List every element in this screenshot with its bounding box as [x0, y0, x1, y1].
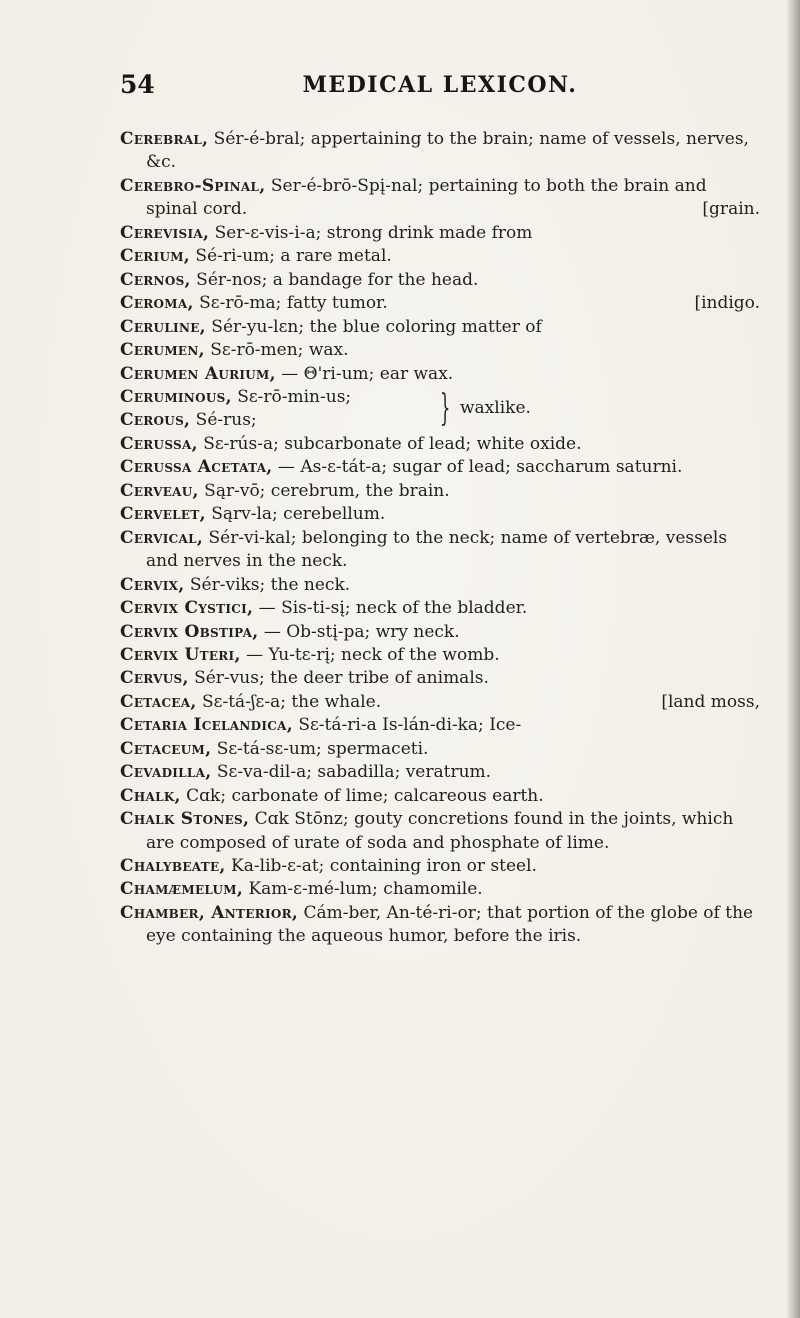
- lexicon-entry: [120, 269, 760, 292]
- entry-margin-note: [indigo.: [694, 293, 760, 314]
- entry-headword: Cervix Cystici,: [120, 598, 254, 619]
- entry-definition: containing iron or steel.: [324, 856, 537, 877]
- entry-pronunciation: Sér-vi-kal;: [203, 527, 297, 548]
- entry-pronunciation: Sɛ-rō-ma;: [193, 293, 282, 314]
- entry-headword: Cerebro-Spinal,: [120, 175, 266, 196]
- entry-pronunciation: Sé-ri-um;: [190, 246, 275, 267]
- lexicon-entry: [120, 714, 760, 737]
- entry-definition: wax.: [303, 340, 349, 361]
- entry-pronunciation: Sąrv-la;: [205, 504, 278, 525]
- lexicon-entry: [120, 316, 760, 339]
- page-edge-shadow: [786, 0, 800, 1318]
- lexicon-entry: [120, 222, 760, 245]
- entry-definition: cerebrum, the brain.: [265, 480, 450, 501]
- entry-headword: Cerussa,: [120, 433, 198, 454]
- entry-headword: Chalk Stones,: [120, 809, 250, 830]
- entry-headword: Cevadilla,: [120, 762, 212, 783]
- entry-definition: sabadilla; veratrum.: [311, 762, 492, 783]
- entry-pronunciation: — Ob-stį-pa;: [258, 621, 371, 642]
- entry-pronunciation: Sér-é-bral;: [208, 129, 306, 149]
- entry-pronunciation: Sɛ-rō-men;: [204, 340, 304, 361]
- lexicon-entry: [120, 456, 760, 479]
- entry-headword: Cervix Uteri,: [120, 644, 241, 665]
- lexicon-entry: [120, 855, 760, 878]
- entry-pronunciation: Sér-yu-lɛn;: [205, 316, 305, 337]
- braced-entry-group: [120, 386, 760, 433]
- lexicon-entry: [120, 363, 760, 386]
- lexicon-entry: [120, 292, 760, 315]
- entry-definition: pertaining to both the brain and spinal cord.: [146, 175, 707, 220]
- entry-pronunciation: — Yu-tɛ-rį;: [240, 644, 336, 665]
- lexicon-entry: [120, 128, 760, 175]
- entry-definition: a rare metal.: [275, 246, 392, 267]
- entry-headword: Cervus,: [120, 668, 189, 689]
- lexicon-entry: [120, 808, 760, 855]
- entry-pronunciation: Sɛ-tá-ri-a Is-lán-di-ka;: [292, 715, 484, 736]
- lexicon-entry: [120, 644, 760, 667]
- lexicon-entry: [120, 667, 760, 690]
- entry-definition: Ice-: [483, 715, 522, 736]
- entry-headword: Cerium,: [120, 246, 191, 267]
- entry-headword: Cetaria Icelandica,: [120, 715, 293, 736]
- lexicon-entry: [120, 339, 760, 362]
- entry-pronunciation: Sɛ-tá-sɛ-um;: [211, 738, 322, 759]
- lexicon-entry: [120, 245, 760, 268]
- entry-pronunciation: Ser-é-brō-Spį-nal;: [265, 175, 424, 196]
- entry-pronunciation: Sɛ-va-dil-a;: [211, 762, 312, 783]
- lexicon-entry: [120, 409, 257, 432]
- entry-pronunciation: Sąr-vō;: [198, 480, 266, 501]
- entry-headword: Cerous,: [120, 410, 191, 431]
- entry-margin-note: [land moss,: [661, 691, 760, 712]
- entry-definition: ear wax.: [374, 363, 454, 384]
- entry-definition: strong drink made from: [321, 222, 533, 243]
- entry-headword: Chamber, Anterior,: [120, 902, 299, 923]
- entry-definition: a bandage for the head.: [267, 269, 479, 290]
- entry-definition: chamomile.: [377, 879, 483, 900]
- lexicon-entry: [120, 597, 760, 620]
- page-number: 54: [120, 70, 155, 99]
- entry-definition: belonging to the neck; name of vertebræ, vessels and nerves in the neck.: [146, 527, 728, 572]
- entry-pronunciation: Ka-lib-ɛ-at;: [225, 856, 325, 877]
- lexicon-entry: [120, 527, 760, 574]
- brace-mark: }: [440, 387, 451, 429]
- entry-headword: Cerumen Aurium,: [120, 363, 276, 384]
- lexicon-entry: [120, 738, 760, 761]
- entry-pronunciation: — Sis-ti-sį;: [253, 598, 351, 619]
- entry-pronunciation: — As-ɛ-tát-a;: [272, 457, 388, 478]
- lexicon-entry: [120, 480, 760, 503]
- entry-headword: Cervix,: [120, 574, 185, 595]
- entry-definition: subcarbonate of lead; white oxide.: [278, 433, 582, 454]
- lexicon-entry: [120, 574, 760, 597]
- entry-headword: Cerebral,: [120, 129, 209, 149]
- entry-pronunciation: Sér-nos;: [190, 269, 268, 290]
- entry-definition: cerebellum.: [277, 504, 386, 525]
- entry-definition: fatty tumor.: [281, 293, 388, 314]
- header-title: MEDICAL LEXICON.: [302, 72, 578, 98]
- entry-definition: gouty concretions found in the joints, which are composed of urate of soda and phosphate of lime.: [146, 809, 734, 853]
- entry-pronunciation: Sé-rus;: [190, 410, 257, 431]
- lexicon-entry: [120, 503, 760, 526]
- entry-definition: carbonate of lime; calcareous earth.: [226, 785, 544, 806]
- entry-definition: the neck.: [265, 574, 351, 595]
- lexicon-entry: [120, 433, 760, 456]
- lexicon-entry: [120, 761, 760, 784]
- lexicon-entry: [120, 621, 760, 644]
- entry-headword: Ceroma,: [120, 293, 194, 314]
- entry-definition: the blue coloring matter of: [304, 316, 542, 337]
- entry-headword: Cervix Obstipa,: [120, 621, 259, 642]
- entry-definition: appertaining to the brain; name of vessels, nerves, &c.: [146, 129, 749, 173]
- entry-definition: wry neck.: [370, 621, 460, 642]
- entry-pronunciation: Sér-viks;: [184, 574, 266, 595]
- lexicon-entry: [120, 691, 760, 714]
- entry-headword: Cetacea,: [120, 691, 197, 712]
- entry-pronunciation: Cám-ber, An-té-ri-or;: [298, 902, 482, 923]
- entry-headword: Cerveau,: [120, 480, 199, 501]
- entry-pronunciation: Ser-ɛ-vis-i-a;: [209, 222, 322, 243]
- entry-headword: Chalk,: [120, 785, 181, 806]
- entry-pronunciation: Kam-ɛ-mé-lum;: [243, 879, 378, 900]
- entry-definition: waxlike.: [460, 397, 531, 418]
- entry-headword: Cerussa Acetata,: [120, 457, 273, 478]
- entry-pronunciation: Sɛ-rō-min-us;: [231, 386, 352, 407]
- entry-pronunciation: — Θ'ri-um;: [275, 363, 375, 384]
- entry-definition: spermaceti.: [321, 738, 429, 759]
- entry-definition: sugar of lead; saccharum saturni.: [387, 457, 683, 478]
- lexicon-entry: [120, 878, 760, 901]
- entry-pronunciation: Sɛ-tá-ʃɛ-a;: [196, 691, 286, 712]
- lexicon-entry: [120, 386, 351, 409]
- entry-headword: Cervical,: [120, 527, 204, 548]
- entry-definition: neck of the bladder.: [350, 598, 528, 619]
- entry-pronunciation: Sɛ-rús-a;: [197, 433, 279, 454]
- entry-pronunciation: Cɑk;: [180, 785, 227, 806]
- lexicon-entry: [120, 785, 760, 808]
- entry-headword: Chamæmelum,: [120, 879, 244, 900]
- running-head: [120, 70, 760, 100]
- lexicon-entries: [120, 128, 760, 949]
- entry-headword: Ceruline,: [120, 316, 206, 337]
- entry-definition: the deer tribe of animals.: [264, 668, 489, 689]
- entry-pronunciation: Cɑk Stōnz;: [249, 809, 349, 830]
- entry-headword: Cerevisia,: [120, 222, 210, 243]
- entry-headword: Chalybeate,: [120, 856, 226, 877]
- entry-definition: that portion of the globe of the eye containing the aqueous humor, before the iris.: [146, 902, 754, 947]
- entry-headword: Cernos,: [120, 269, 191, 290]
- entry-headword: Cervelet,: [120, 504, 206, 525]
- entry-margin-note: [grain.: [702, 199, 760, 220]
- entry-headword: Cerumen,: [120, 340, 205, 361]
- lexicon-entry: [120, 175, 760, 222]
- entry-definition: the whale.: [285, 691, 382, 712]
- entry-pronunciation: Sér-vus;: [188, 668, 265, 689]
- entry-definition: neck of the womb.: [335, 644, 500, 665]
- entry-headword: Cetaceum,: [120, 738, 212, 759]
- entry-headword: Ceruminous,: [120, 386, 232, 407]
- lexicon-entry: [120, 902, 760, 949]
